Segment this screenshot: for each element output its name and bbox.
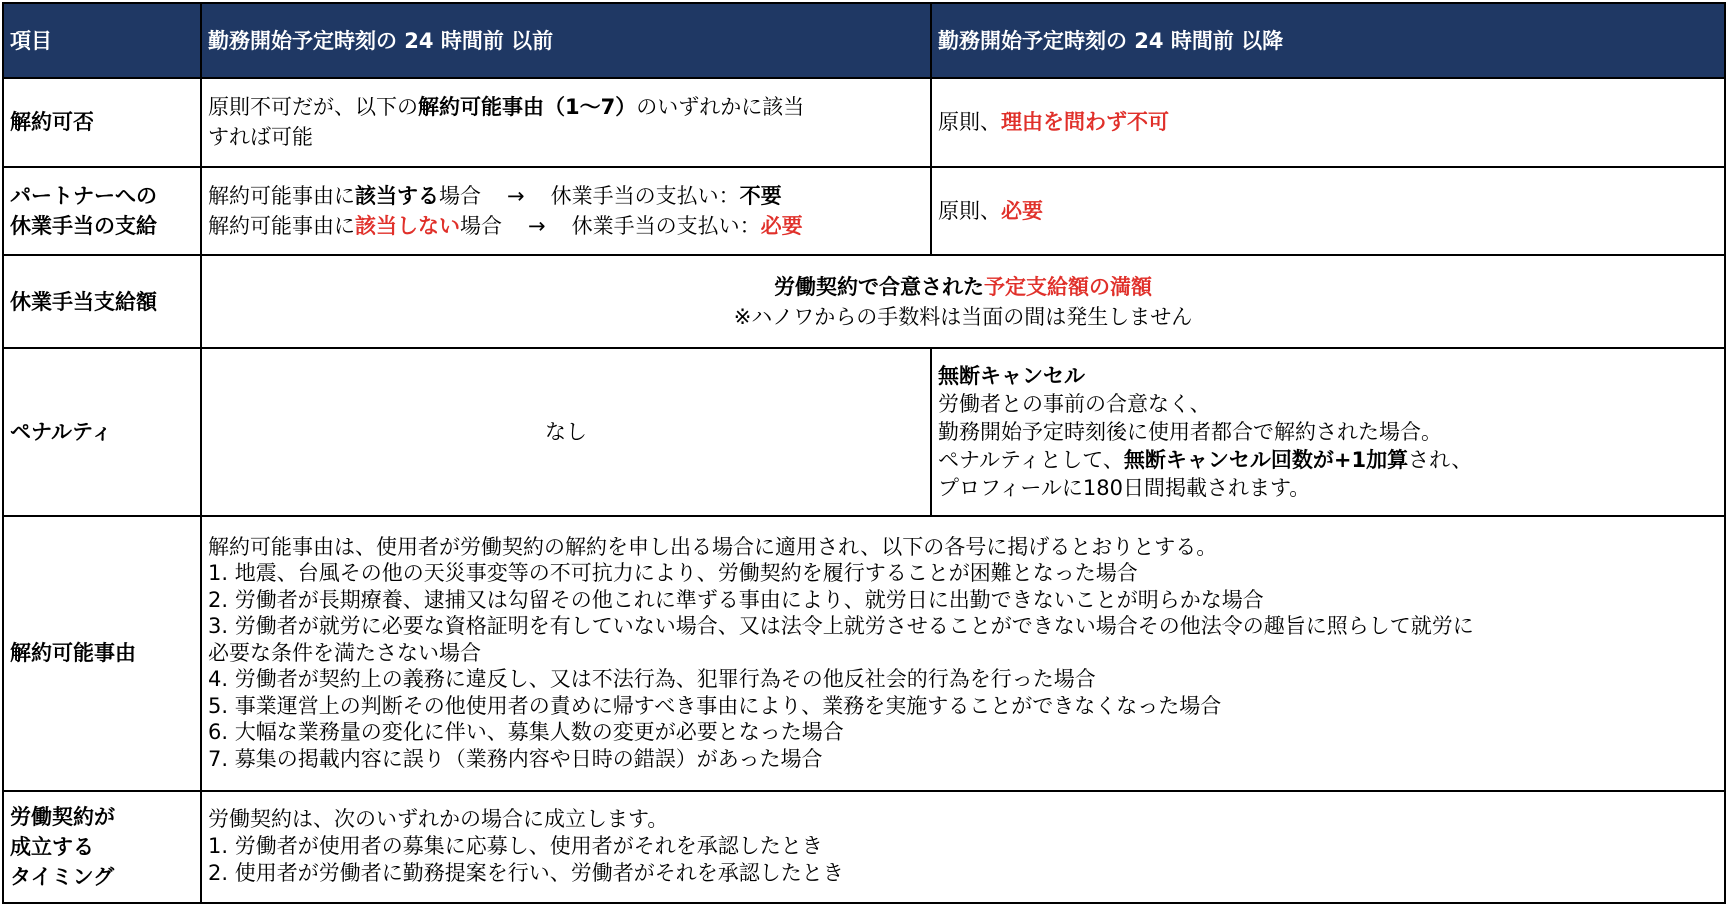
text: 休業手当の支払い：	[550, 183, 740, 208]
highlight-text: 必要	[760, 213, 803, 238]
text: 場合	[460, 213, 502, 238]
cell-line: ※ハノワからの手数料は当面の間は発生しません	[733, 304, 1193, 329]
label-line: 休業手当の支給	[10, 213, 157, 238]
text: 原則不可だが、以下の	[208, 95, 418, 120]
row-label: 解約可能事由	[3, 516, 201, 791]
header-before-24h: 勤務開始予定時刻の 24 時間前 以前	[201, 3, 931, 78]
cell-merged	[201, 516, 1725, 791]
cell-after	[931, 78, 1725, 167]
bold-text: 無断キャンセル回数が+1加算	[1123, 448, 1409, 473]
row-label: ペナルティ	[3, 348, 201, 516]
text: 解約可能事由に	[208, 213, 355, 238]
cell-line	[938, 446, 1718, 474]
row-cancellation-allowed	[3, 78, 1725, 167]
label-line: タイミング	[10, 864, 115, 889]
row-label	[3, 791, 201, 903]
list-item: 解約可能事由は、使用者が労働契約の解約を申し出る場合に適用され、以下の各号に掲げるとおりとする。	[208, 534, 1218, 559]
list-item: 1. 労働者が使用者の募集に応募し、使用者がそれを承認したとき	[208, 834, 823, 859]
cell-title: 無断キャンセル	[938, 364, 1085, 389]
bold-text: 解約可能事由（1〜7）	[418, 95, 637, 120]
cell-line: すれば可能	[208, 125, 313, 150]
list-item: 必要な条件を満たさない場合	[208, 640, 481, 665]
cell-line	[208, 181, 924, 211]
list-item: 3. 労働者が就労に必要な資格証明を有していない場合、又は法令上就労させることができない場合その他法令の趣旨に照らして就労に	[208, 614, 1474, 639]
label-line: 労働契約が	[10, 804, 115, 829]
cell-line	[208, 211, 924, 241]
highlight-text: 該当しない	[355, 213, 460, 238]
text: され、	[1408, 448, 1473, 473]
right-arrow-icon: →	[528, 213, 546, 238]
highlight-text: 必要	[1001, 198, 1043, 223]
row-label: 解約可否	[3, 78, 201, 167]
header-row	[3, 3, 1725, 78]
cell-line: 勤務開始予定時刻後に使用者都合で解約された場合。	[938, 420, 1442, 445]
header-item: 項目	[3, 3, 201, 78]
list-item: 5. 事業運営上の判断その他使用者の責めに帰すべき事由により、業務を実施することができなくなった場合	[208, 693, 1222, 718]
cell-before: なし	[201, 348, 931, 516]
right-arrow-icon: →	[507, 183, 525, 208]
list-item: 4. 労働者が契約上の義務に違反し、又は不法行為、犯罪行為その他反社会的行為を行った場合	[208, 667, 1096, 692]
text: 場合	[439, 183, 481, 208]
row-label: 休業手当支給額	[3, 255, 201, 348]
cell-after	[931, 348, 1725, 516]
text: のいずれかに該当	[636, 95, 805, 120]
text: ペナルティとして、	[938, 448, 1124, 473]
label-line: パートナーへの	[10, 183, 157, 208]
text: 原則、	[938, 198, 1001, 223]
label-line: 成立する	[10, 834, 94, 859]
bold-text: 労働契約で合意された	[774, 274, 984, 299]
list-item: 2. 労働者が長期療養、逮捕又は勾留その他これに準ずる事由により、就労日に出勤できないことが明らかな場合	[208, 587, 1264, 612]
bold-text: 不要	[739, 183, 782, 208]
cell-merged	[201, 255, 1725, 348]
cell-line: 労働者との事前の合意なく、	[938, 392, 1211, 417]
list-item: 7. 募集の掲載内容に誤り（業務内容や日時の錯誤）があった場合	[208, 746, 823, 771]
header-after-24h: 勤務開始予定時刻の 24 時間前 以降	[931, 3, 1725, 78]
text: 休業手当の支払い：	[571, 213, 761, 238]
cell-merged	[201, 791, 1725, 903]
list-item: 6. 大幅な業務量の変化に伴い、募集人数の変更が必要となった場合	[208, 720, 844, 745]
text: 原則、	[938, 110, 1001, 135]
cell-after	[931, 167, 1725, 256]
bold-text: 該当する	[355, 183, 439, 208]
cell-before	[201, 78, 931, 167]
list-item: 労働契約は、次のいずれかの場合に成立します。	[208, 807, 669, 832]
row-penalty	[3, 348, 1725, 516]
cell-before	[201, 167, 931, 256]
cell-line: プロフィールに180日間掲載されます。	[938, 476, 1311, 501]
row-cancellation-reasons	[3, 516, 1725, 791]
list-item: 1. 地震、台風その他の天災事変等の不可抗力により、労働契約を履行することが困難となった場合	[208, 561, 1138, 586]
list-item: 2. 使用者が労働者に勤務提案を行い、労働者がそれを承認したとき	[208, 861, 844, 886]
row-contract-timing	[3, 791, 1725, 903]
highlight-text: 予定支給額の満額	[984, 274, 1152, 299]
text: 解約可能事由に	[208, 183, 355, 208]
cell-line	[208, 272, 1718, 302]
row-leave-allowance	[3, 167, 1725, 256]
cell-line	[208, 92, 924, 122]
row-label	[3, 167, 201, 256]
row-allowance-amount	[3, 255, 1725, 348]
terms-table	[2, 2, 1726, 904]
highlight-text: 理由を問わず不可	[1001, 110, 1169, 135]
